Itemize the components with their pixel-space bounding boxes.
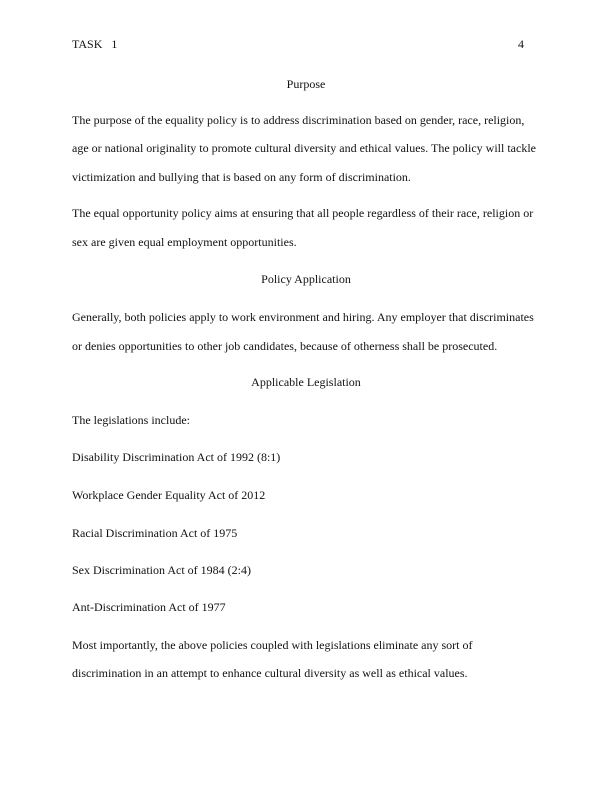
legislation-item: Racial Discrimination Act of 1975 bbox=[72, 526, 238, 540]
paragraph-line: discrimination in an attempt to enhance cultural diversity as well as ethical values. bbox=[72, 666, 468, 680]
legislation-item: Workplace Gender Equality Act of 2012 bbox=[72, 488, 266, 502]
heading-policy-application: Policy Application bbox=[261, 272, 351, 286]
heading-purpose: Purpose bbox=[286, 77, 326, 91]
paragraph-line: sex are given equal employment opportunities. bbox=[72, 235, 297, 249]
legislation-item: Sex Discrimination Act of 1984 (2:4) bbox=[72, 563, 251, 577]
legislation-item: Disability Discrimination Act of 1992 (8:1) bbox=[72, 450, 281, 464]
paragraph-line: The equal opportunity policy aims at ensuring that all people regardless of their race, religion or bbox=[72, 206, 534, 220]
legislation-intro: The legislations include: bbox=[72, 413, 190, 427]
paragraph-line: Generally, both policies apply to work environment and hiring. Any employer that discriminates bbox=[72, 310, 534, 324]
paragraph-line: The purpose of the equality policy is to address discrimination based on gender, race, religion, bbox=[72, 113, 525, 127]
legislation-item: Ant-Discrimination Act of 1977 bbox=[72, 600, 226, 614]
heading-applicable-legislation: Applicable Legislation bbox=[251, 375, 361, 389]
paragraph-line: age or national originality to promote cultural diversity and ethical values. The policy will tackle bbox=[72, 141, 536, 155]
paragraph-line: Most importantly, the above policies coupled with legislations eliminate any sort of bbox=[72, 638, 473, 652]
page-number: 4 bbox=[518, 37, 524, 51]
paragraph-line: or denies opportunities to other job candidates, because of otherness shall be prosecuted. bbox=[72, 339, 498, 353]
paragraph-line: victimization and bullying that is based on any form of discrimination. bbox=[72, 170, 411, 184]
running-head: TASK 1 bbox=[72, 37, 118, 51]
